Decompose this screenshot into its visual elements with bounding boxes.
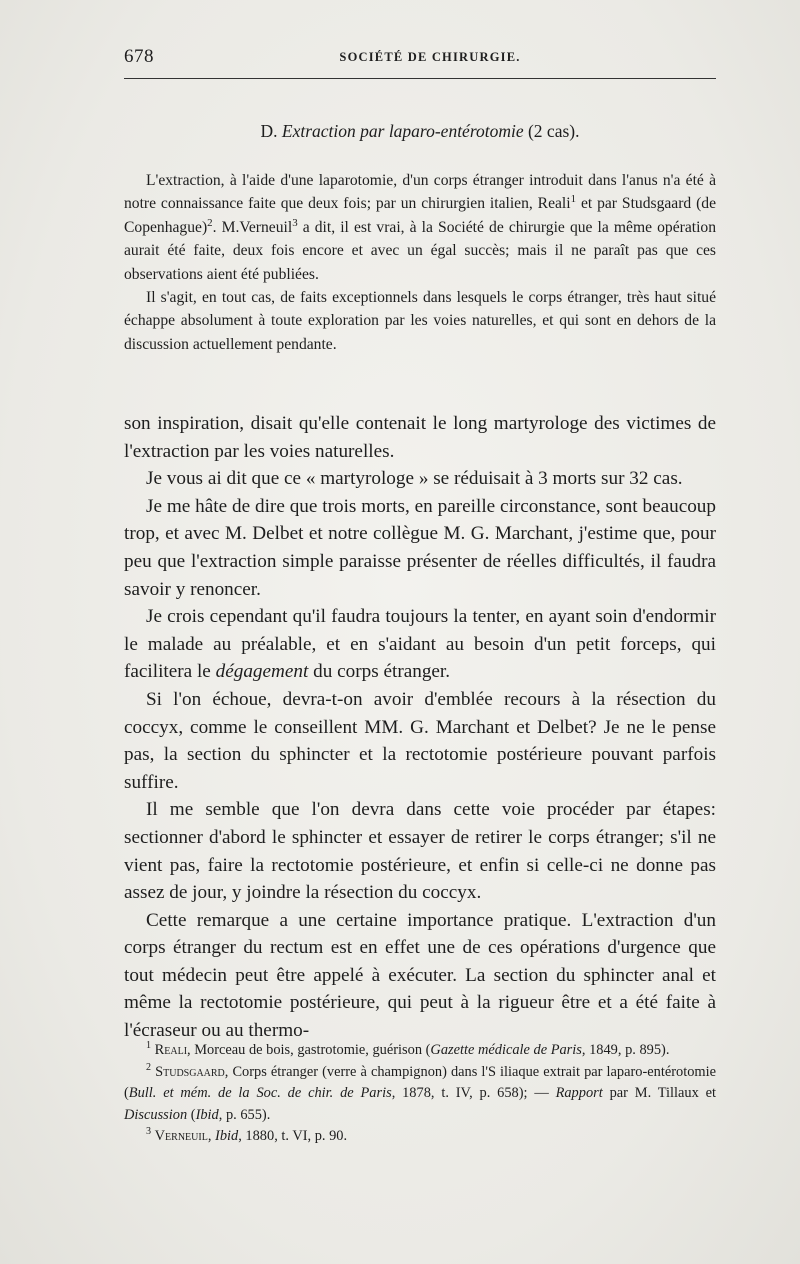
text-run: , Morceau de bois, gastrotomie, guérison ( xyxy=(187,1042,431,1058)
paragraph: son inspiration, disait qu'elle contenait le long martyrologe des victimes de l'extraction par les voies naturelles. xyxy=(124,413,716,462)
footnote-author: Verneuil xyxy=(154,1128,208,1144)
small-print-block xyxy=(124,169,716,356)
text-run: . M.Verneuil xyxy=(212,218,293,236)
footnote-ref: 1 xyxy=(570,193,577,206)
italic-run: dégagement xyxy=(215,661,309,683)
text-run: , xyxy=(207,1128,216,1144)
text-run: , 1880, t. VI, p. 90. xyxy=(238,1128,348,1144)
italic-run: Rapport xyxy=(555,1085,603,1101)
paragraph xyxy=(124,169,716,286)
page-header xyxy=(124,46,716,72)
section-count: (2 cas). xyxy=(527,121,580,141)
italic-run: Bull. et mém. de la Soc. de chir. de Paris xyxy=(128,1085,392,1101)
section-letter: D. xyxy=(260,121,278,141)
footnote-author: Reali xyxy=(154,1042,188,1058)
text-run: du corps étranger. xyxy=(308,661,451,683)
footnote-mark: 1 xyxy=(146,1040,152,1052)
paragraph: Il s'agit, en tout cas, de faits exceptionnels dans lesquels le corps étranger, très haut situé échappe absolument à toute exploration par les voies naturelles, et qui sont en dehors de la discussion actuellement pendante. xyxy=(124,289,716,353)
header-rule xyxy=(124,78,716,79)
footnote-mark: 3 xyxy=(146,1126,152,1138)
section-title: Extraction par laparo-entérotomie xyxy=(281,121,524,141)
text-run: et par Studsgaard (de Copenhague) xyxy=(124,195,716,236)
main-text-block xyxy=(124,410,716,1045)
italic-run: Ibid xyxy=(215,1128,239,1144)
running-head: SOCIÉTÉ DE CHIRURGIE. xyxy=(339,50,521,64)
italic-run: Ibid xyxy=(195,1106,219,1123)
text-run: , p. 655). xyxy=(218,1106,271,1123)
page-number: 678 xyxy=(124,46,154,67)
text-run: , 1849, p. 895). xyxy=(581,1042,670,1058)
footnote-2 xyxy=(124,1062,716,1127)
paragraph: Je me hâte de dire que trois morts, en pareille circonstance, sont beaucoup trop, et avec M. Delbet et notre collègue M. G. Marchant, j'estime que, pour peu que l'extraction simple paraisse présenter de réelles difficultés, il faudra savoir y renoncer. xyxy=(124,495,716,600)
footnotes xyxy=(124,1040,716,1148)
paragraph: Je vous ai dit que ce « martyrologe » se réduisait à 3 morts sur 32 cas. xyxy=(146,468,683,490)
text-run: a dit, il est vrai, à la Société de chirurgie que la même opération aurait été faite, deux fois encore et avec un égal succès; mais il ne paraît pas que ces observations aient été publiées. xyxy=(124,218,716,283)
section-heading xyxy=(124,121,716,142)
text-run: par M. Tillaux et xyxy=(602,1085,716,1101)
footnote-ref: 3 xyxy=(292,216,298,229)
footnote-3 xyxy=(124,1126,716,1148)
paragraph: Il me semble que l'on devra dans cette voie procéder par étapes: sectionner d'abord le sphincter et essayer de retirer le corps étranger; s'il ne vient pas, faire la rectotomie postérieure, et enfin si celle-ci ne donne pas assez de jour, y joindre la résection du coccyx. xyxy=(124,799,716,904)
footnote-author: Studsgaard xyxy=(155,1063,225,1080)
text-run: Je crois cependant qu'il faudra toujours la tenter, en ayant soin d'endormir le malade au préalable, et en s'aidant au besoin d'un petit forceps, qui facilitera le xyxy=(124,606,716,683)
text-run: ( xyxy=(187,1106,196,1123)
paragraph: Cette remarque a une certaine importance pratique. L'extraction d'un corps étranger du rectum est en effet une de ces opérations d'urgence que tout médecin peut être appelé à exécuter. La section du sphincter anal et même la rectotomie postérieure, qui peut à la rigueur être et a été faite à l'écraseur ou au thermo- xyxy=(124,909,716,1042)
text-run: L'extraction, à l'aide d'une laparotomie, d'un corps étranger introduit dans l'anus n'a été à notre connaissance faite que deux fois; par un chirurgien italien, Reali xyxy=(124,172,716,213)
paragraph: Si l'on échoue, devra-t-on avoir d'emblée recours à la résection du coccyx, comme le conseillent MM. G. Marchant et Delbet? Je ne le pense pas, la section du sphincter et la rectotomie postérieure pouvant parfois suffire. xyxy=(124,688,716,793)
paragraph xyxy=(124,603,716,686)
footnote-1 xyxy=(124,1040,716,1062)
italic-run: Discussion xyxy=(124,1106,188,1123)
text-run: , Corps étranger (verre à champignon) dans l'S iliaque extrait par laparo-entérotomie ( xyxy=(124,1063,716,1101)
italic-run: Gazette médicale de Paris xyxy=(430,1042,582,1058)
footnote-ref: 2 xyxy=(207,216,213,229)
text-run: , 1878, t. IV, p. 658); — xyxy=(391,1085,556,1101)
footnote-mark: 2 xyxy=(146,1061,152,1073)
